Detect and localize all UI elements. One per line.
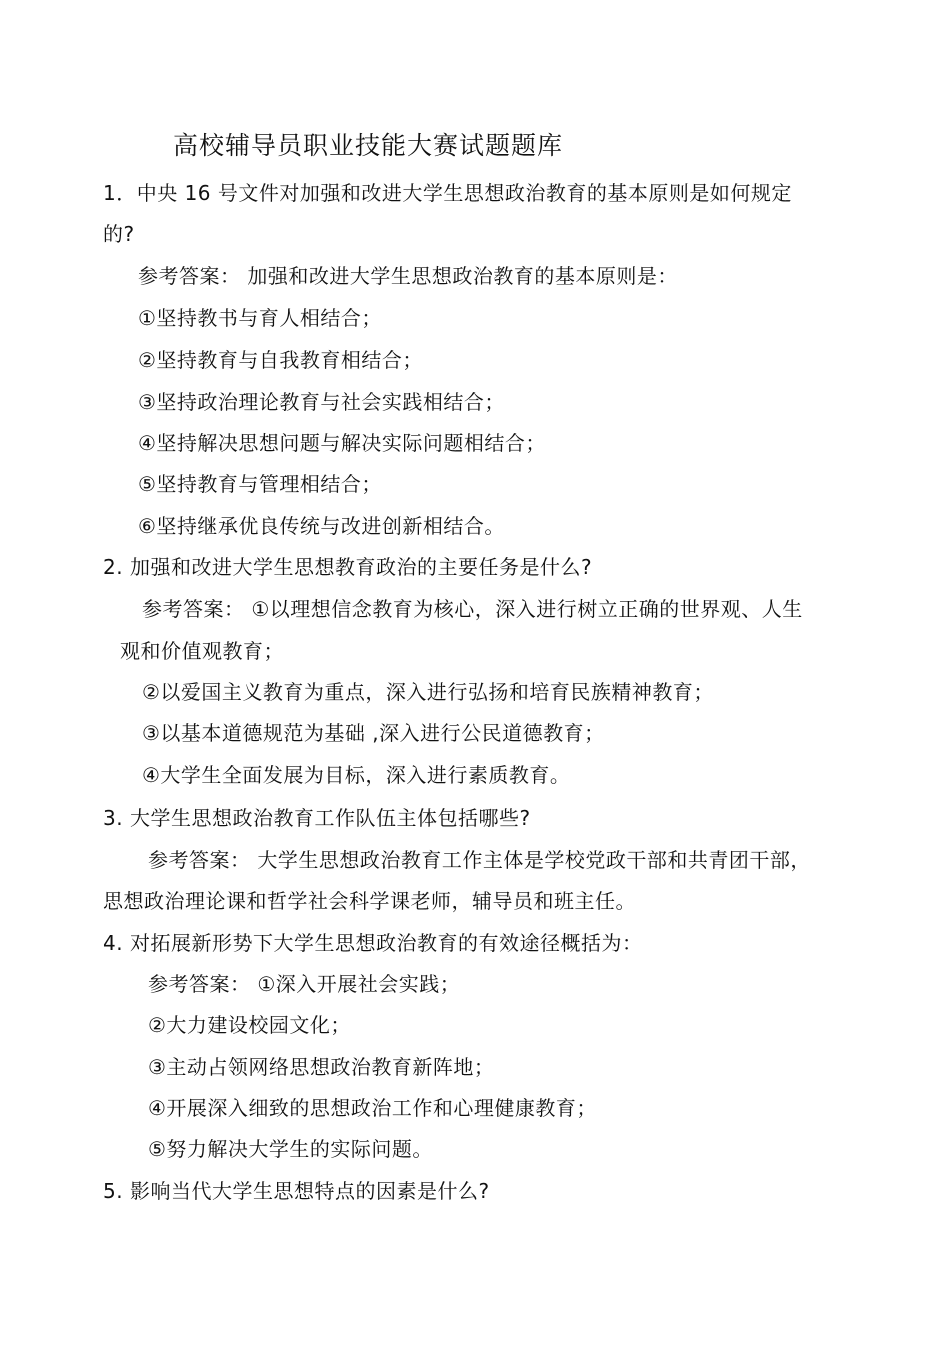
answer-1-item-1: ①坚持教书与育人相结合；: [138, 306, 382, 330]
answer-2-line-2: 观和价值观教育；: [120, 639, 284, 663]
document-title: 高校辅导员职业技能大赛试题题库: [173, 131, 564, 160]
answer-2-item-2: ②以爱国主义教育为重点，深入进行弘扬和培育民族精神教育；: [142, 680, 714, 704]
answer-1-item-4: ④坚持解决思想问题与解决实际问题相结合；: [138, 431, 546, 455]
answer-4-intro: 参考答案： ①深入开展社会实践；: [148, 972, 461, 996]
answer-1-item-2: ②坚持教育与自我教育相结合；: [138, 348, 423, 372]
answer-2-item-3: ③以基本道德规范为基础 ,深入进行公民道德教育；: [142, 721, 605, 745]
answer-1-item-5: ⑤坚持教育与管理相结合；: [138, 472, 382, 496]
answer-2-line-1: 参考答案： ①以理想信念教育为核心，深入进行树立正确的世界观、人生: [142, 597, 803, 621]
question-5: 5. 影响当代大学生思想特点的因素是什么?: [103, 1179, 490, 1203]
question-2: 2. 加强和改进大学生思想教育政治的主要任务是什么?: [103, 555, 593, 579]
answer-1-intro: 参考答案： 加强和改进大学生思想政治教育的基本原则是：: [138, 264, 678, 288]
answer-4-item-5: ⑤努力解决大学生的实际问题。: [148, 1137, 433, 1161]
question-4: 4. 对拓展新形势下大学生思想政治教育的有效途径概括为：: [103, 931, 643, 955]
question-3: 3. 大学生思想政治教育工作队伍主体包括哪些?: [103, 806, 531, 830]
answer-4-item-4: ④开展深入细致的思想政治工作和心理健康教育；: [148, 1096, 597, 1120]
answer-3-line-1: 参考答案： 大学生思想政治教育工作主体是学校党政干部和共青团干部，: [148, 848, 811, 872]
answer-4-item-3: ③主动占领网络思想政治教育新阵地；: [148, 1055, 495, 1079]
question-1-line-1: 1．中央 16 号文件对加强和改进大学生思想政治教育的基本原则是如何规定: [103, 181, 792, 205]
answer-4-item-2: ②大力建设校园文化；: [148, 1013, 351, 1037]
answer-1-item-3: ③坚持政治理论教育与社会实践相结合；: [138, 390, 505, 414]
answer-3-line-2: 思想政治理论课和哲学社会科学课老师，辅导员和班主任。: [103, 889, 636, 913]
question-1-line-2: 的?: [103, 222, 135, 246]
answer-2-item-4: ④大学生全面发展为目标，深入进行素质教育。: [142, 763, 571, 787]
answer-1-item-6: ⑥坚持继承优良传统与改进创新相结合。: [138, 514, 505, 538]
